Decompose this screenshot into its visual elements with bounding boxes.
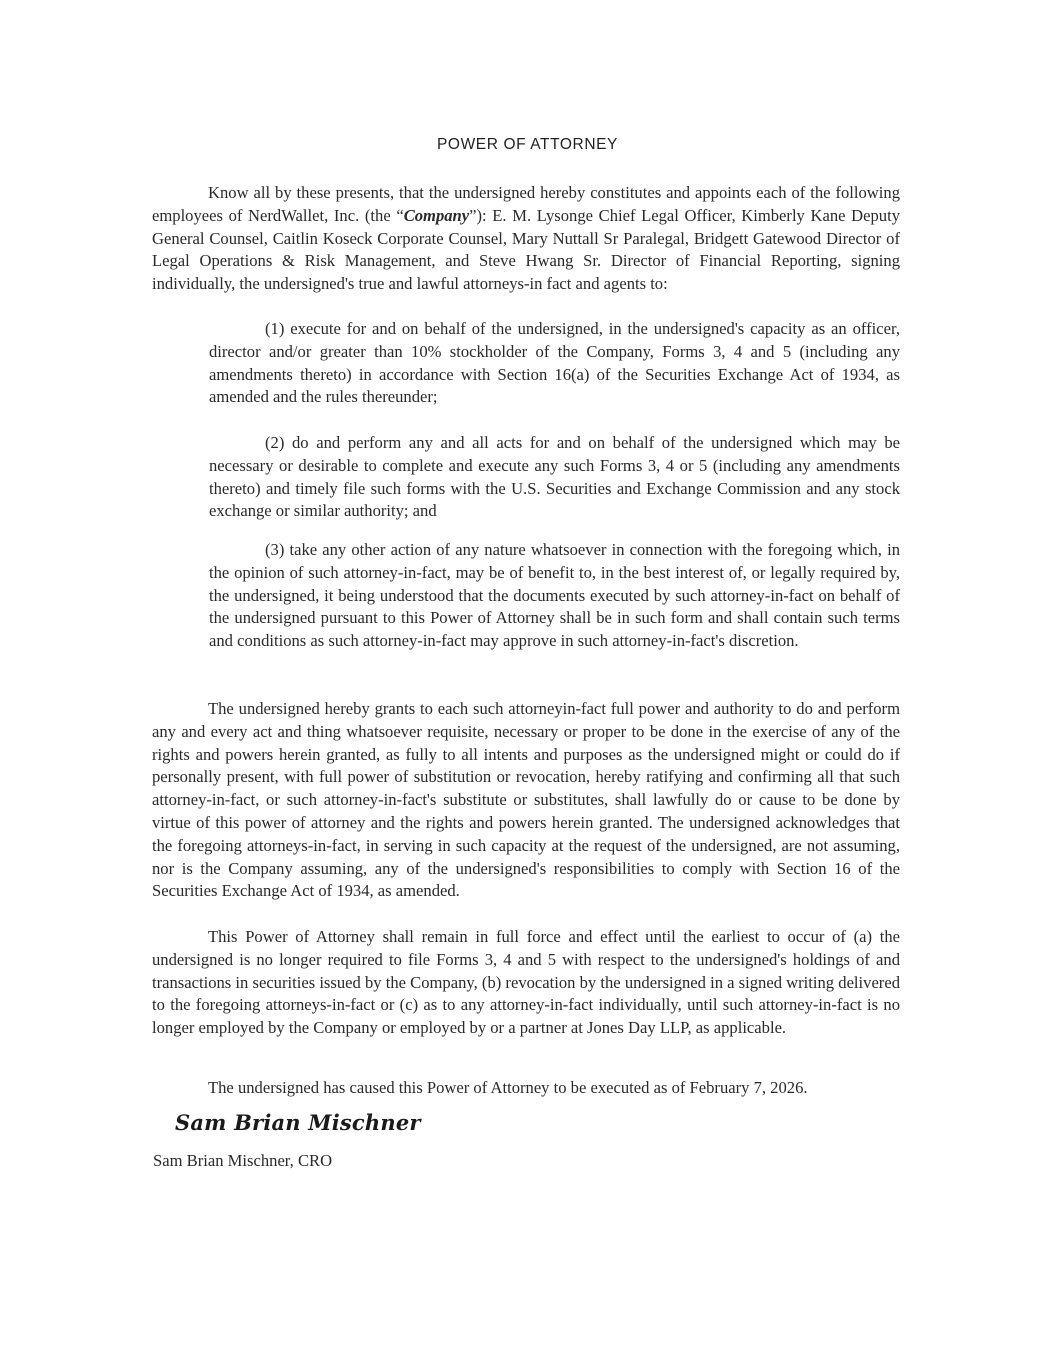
signature: Sam Brian Mischner: [175, 1110, 421, 1135]
remain-paragraph: This Power of Attorney shall remain in full force and effect until the earliest to occur of (a) the undersigned is no longer required to file Forms 3, 4 and 5 with respect to the undersigned's holdings of and transactions in securities issued by the Company, (b) revocation by the undersigned in a signed writing delivered to the foregoing attorneys-in-fact or (c) as to any attorney-in-fact individually, until such attorney-in-fact is no longer employed by the Company or employed by or a partner at Jones Day LLP, as applicable.: [152, 927, 900, 1038]
signer-name-title: Sam Brian Mischner, CRO: [153, 1151, 333, 1170]
intro-text-after: ”): E. M. Lysonge Chief Legal Officer, Kimberly Kane Deputy General Counsel, Caitlin Koseck Corporate Counsel, Mary Nuttall Sr Paralegal, Bridgett Gatewood Director of Legal Operations & Risk Management, and Steve Hwang Sr. Director of Financial Reporting, signing individually, the undersigned's true and lawful attorneys-in fact and agents to:: [152, 205, 900, 294]
power-item-2: (2) do and perform any and all acts for and on behalf of the undersigned which may be necessary or desirable to complete and execute any such Forms 3, 4 or 5 (including any amendments thereto) and timely file such forms with the U.S. Securities and Exchange Commission and any stock exchange or similar authority; and: [209, 433, 900, 521]
execution-line: The undersigned has caused this Power of Attorney to be executed as of February 7, 2026.: [208, 1078, 808, 1097]
document-title: POWER OF ATTORNEY: [436, 136, 618, 153]
intro-paragraph: [152, 182, 900, 296]
intro-text: Know all by these presents, that the undersigned hereby constitutes and appoints each of the following employees of NerdWallet, Inc. (the “: [152, 183, 900, 225]
power-item-3: (3) take any other action of any nature whatsoever in connection with the foregoing which, in the opinion of such attorney-in-fact, may be of benefit to, in the best interest of, or legally required by, the undersigned, it being understood that the documents executed by such attorney-in-fact on behalf of the undersigned pursuant to this Power of Attorney shall be in such form and shall contain such terms and conditions as such attorney-in-fact may approve in such attorney-in-fact's discretion.: [209, 540, 900, 651]
power-item-1: (1) execute for and on behalf of the undersigned, in the undersigned's capacity as an officer, director and/or greater than 10% stockholder of the Company, Forms 3, 4 and 5 (including any amendments thereto) in accordance with Section 16(a) of the Securities Exchange Act of 1934, as amended and the rules thereunder;: [209, 319, 900, 407]
grant-paragraph: The undersigned hereby grants to each such attorneyin-fact full power and authority to do and perform any and every act and thing whatsoever requisite, necessary or proper to be done in the exercise of any of the rights and powers herein granted, as fully to all intents and purposes as the undersigned might or could do if personally present, with full power of substitution or revocation, hereby ratifying and confirming all that such attorney-in-fact, or such attorney-in-fact's substitute or substitutes, shall lawfully do or cause to be done by virtue of this power of attorney and the rights and powers herein granted. The undersigned acknowledges that the foregoing attorneys-in-fact, in serving in such capacity at the request of the undersigned, are not assuming, nor is the Company assuming, any of the undersigned's responsibilities to comply with Section 16 of the Securities Exchange Act of 1934, as amended.: [152, 699, 900, 901]
company-term: Company: [403, 205, 470, 225]
